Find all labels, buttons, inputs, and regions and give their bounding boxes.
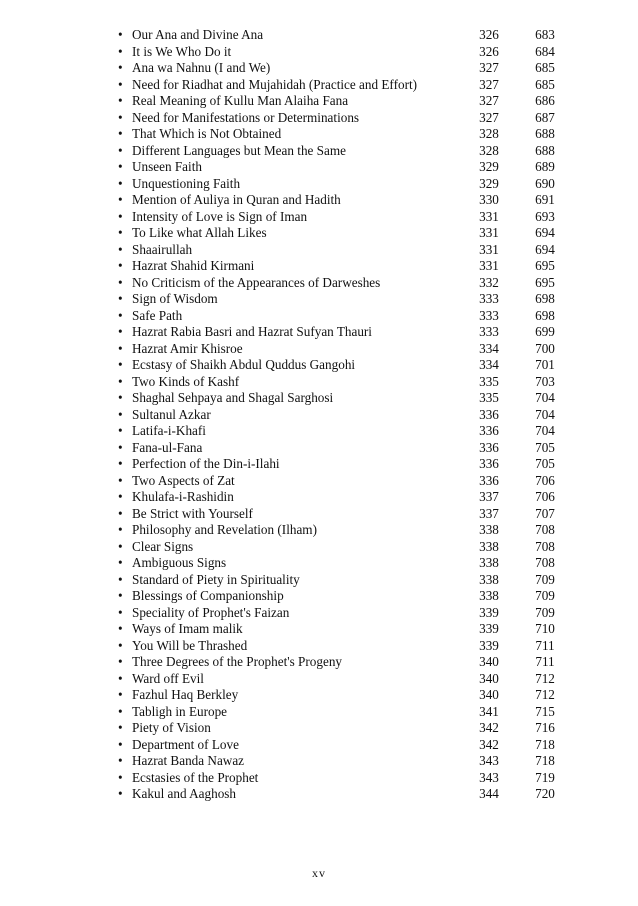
toc-entry-page-secondary: 704 <box>535 390 555 405</box>
toc-entry <box>118 473 568 490</box>
toc-entry-page-primary: 337 <box>479 489 499 504</box>
toc-entry-page-primary: 336 <box>479 472 499 488</box>
toc-entry-title: Ecstasy of Shaikh Abdul Quddus Gangohi <box>132 357 356 372</box>
toc-entry <box>118 192 568 209</box>
toc-entry-page-secondary: 706 <box>535 489 555 504</box>
toc-entry-title: Shaghal Sehpaya and Shagal Sarghosi <box>132 390 334 405</box>
bullet-icon: • <box>118 670 123 686</box>
toc-entry-page-primary: 336 <box>479 456 499 471</box>
toc-entry-page-secondary: 689 <box>535 159 555 174</box>
bullet-icon: • <box>118 753 123 768</box>
toc-entry-title: Piety of Vision <box>132 720 211 735</box>
toc-entry-page-primary: 338 <box>479 522 499 537</box>
toc-entry-page-primary: 332 <box>479 274 499 290</box>
toc-entry-page-secondary: 708 <box>535 555 555 570</box>
toc-entry-page-primary: 336 <box>479 423 499 438</box>
toc-entry <box>118 489 568 506</box>
toc-entry-page-primary: 330 <box>479 192 499 207</box>
toc-entry-title: Ana wa Nahnu (I and We) <box>132 60 271 75</box>
bullet-icon: • <box>118 769 123 785</box>
toc-entry-page-secondary: 684 <box>535 43 555 59</box>
toc-entry <box>118 341 568 358</box>
toc-entry-title: Sign of Wisdom <box>132 291 218 306</box>
toc-entry-page-primary: 338 <box>479 538 499 554</box>
toc-entry-title: Shaairullah <box>132 241 193 257</box>
toc-entry-page-secondary: 705 <box>535 456 555 471</box>
toc-entry <box>118 687 568 704</box>
toc-entry <box>118 786 568 803</box>
toc-entry-page-secondary: 700 <box>535 340 555 356</box>
toc-entry-page-secondary: 708 <box>535 538 555 554</box>
toc-entry-page-primary: 334 <box>479 357 499 372</box>
toc-entry <box>118 143 568 160</box>
toc-entry-page-primary: 340 <box>479 654 499 669</box>
bullet-icon: • <box>118 175 123 191</box>
toc-entry-page-primary: 333 <box>479 291 499 306</box>
toc-entry-page-primary: 328 <box>479 126 499 141</box>
toc-entry <box>118 555 568 572</box>
toc-entry-page-secondary: 699 <box>535 324 555 339</box>
toc-entry <box>118 621 568 638</box>
bullet-icon: • <box>118 786 123 801</box>
toc-entry-page-secondary: 707 <box>535 505 555 521</box>
toc-entry-page-secondary: 709 <box>535 604 555 620</box>
toc-entry-page-primary: 336 <box>479 406 499 422</box>
bullet-icon: • <box>118 142 123 158</box>
toc-entry-page-secondary: 720 <box>535 786 555 801</box>
toc-entry-page-secondary: 712 <box>535 670 555 686</box>
toc-entry-title: Mention of Auliya in Quran and Hadith <box>132 192 341 207</box>
toc-entry-page-secondary: 694 <box>535 225 555 240</box>
toc-entry-title: Latifa-i-Khafi <box>132 423 206 438</box>
toc-entry-title: Three Degrees of the Prophet's Progeny <box>132 654 343 669</box>
toc-entry <box>118 654 568 671</box>
toc-entry-page-primary: 335 <box>479 373 499 389</box>
bullet-icon: • <box>118 439 123 455</box>
toc-entry-page-secondary: 701 <box>535 357 555 372</box>
bullet-icon: • <box>118 654 123 669</box>
toc-entry-title: Real Meaning of Kullu Man Alaiha Fana <box>132 93 349 108</box>
bullet-icon: • <box>118 538 123 554</box>
toc-entry <box>118 638 568 655</box>
toc-entry-page-primary: 337 <box>479 505 499 521</box>
toc-entry-page-secondary: 688 <box>535 142 555 158</box>
toc-entry <box>118 671 568 688</box>
toc-entry-page-primary: 331 <box>479 258 499 273</box>
toc-entry-title: Safe Path <box>132 307 183 323</box>
bullet-icon: • <box>118 637 123 653</box>
toc-entry-page-secondary: 690 <box>535 175 555 191</box>
toc-entry <box>118 770 568 787</box>
toc-entry-page-primary: 329 <box>479 159 499 174</box>
toc-entry-page-primary: 329 <box>479 175 499 191</box>
bullet-icon: • <box>118 604 123 620</box>
toc-entry-title: Intensity of Love is Sign of Iman <box>132 208 308 224</box>
toc-entry-title: Tabligh in Europe <box>132 703 228 719</box>
bullet-icon: • <box>118 126 123 141</box>
toc-entry-page-secondary: 688 <box>535 126 555 141</box>
toc-entry-title: Hazrat Banda Nawaz <box>132 753 245 768</box>
toc-entry <box>118 44 568 61</box>
toc-entry-page-secondary: 685 <box>535 60 555 75</box>
toc-entry-page-secondary: 706 <box>535 472 555 488</box>
toc-entry-page-primary: 326 <box>479 43 499 59</box>
toc-entry <box>118 720 568 737</box>
toc-entry-title: Unquestioning Faith <box>132 175 241 191</box>
bullet-icon: • <box>118 357 123 372</box>
toc-entry <box>118 126 568 143</box>
toc-entry-title: Standard of Piety in Spirituality <box>132 571 300 587</box>
bullet-icon: • <box>118 522 123 537</box>
toc-entry-title: Department of Love <box>132 736 239 752</box>
toc-entry-page-primary: 342 <box>479 736 499 752</box>
bullet-icon: • <box>118 456 123 471</box>
toc-entry-page-secondary: 711 <box>535 637 555 653</box>
toc-entry-page-primary: 327 <box>479 76 499 92</box>
toc-entry <box>118 456 568 473</box>
toc-entry-page-primary: 326 <box>479 27 499 42</box>
toc-entry <box>118 588 568 605</box>
bullet-icon: • <box>118 423 123 438</box>
toc-entry-page-primary: 336 <box>479 439 499 455</box>
toc-entry <box>118 110 568 127</box>
toc-entry-title: Speciality of Prophet's Faizan <box>132 604 290 620</box>
toc-entry-page-secondary: 703 <box>535 373 555 389</box>
bullet-icon: • <box>118 571 123 587</box>
toc-entry-page-secondary: 686 <box>535 93 555 108</box>
bullet-icon: • <box>118 621 123 636</box>
bullet-icon: • <box>118 390 123 405</box>
toc-entry-title: Fazhul Haq Berkley <box>132 687 239 702</box>
toc-entry-page-secondary: 718 <box>535 753 555 768</box>
toc-entry-page-secondary: 712 <box>535 687 555 702</box>
toc-entry-page-secondary: 719 <box>535 769 555 785</box>
bullet-icon: • <box>118 43 123 59</box>
toc-entry <box>118 176 568 193</box>
toc-entry-page-primary: 328 <box>479 142 499 158</box>
toc-entry <box>118 704 568 721</box>
toc-entry-title: To Like what Allah Likes <box>132 225 267 240</box>
toc-entry <box>118 572 568 589</box>
bullet-icon: • <box>118 225 123 240</box>
toc-entry-title: Ambiguous Signs <box>132 555 227 570</box>
toc-entry-page-secondary: 683 <box>535 27 555 42</box>
bullet-icon: • <box>118 241 123 257</box>
toc-entry-page-primary: 338 <box>479 571 499 587</box>
toc-entry <box>118 308 568 325</box>
toc-entry-title: No Criticism of the Appearances of Darweshes <box>132 274 381 290</box>
toc-entry-title: Two Aspects of Zat <box>132 472 235 488</box>
bullet-icon: • <box>118 159 123 174</box>
toc-entry-page-primary: 342 <box>479 720 499 735</box>
toc-entry-page-secondary: 704 <box>535 423 555 438</box>
table-of-contents <box>118 27 568 803</box>
toc-entry-page-primary: 333 <box>479 307 499 323</box>
toc-entry <box>118 407 568 424</box>
toc-entry-page-primary: 333 <box>479 324 499 339</box>
bullet-icon: • <box>118 720 123 735</box>
toc-entry-title: Hazrat Shahid Kirmani <box>132 258 255 273</box>
bullet-icon: • <box>118 555 123 570</box>
toc-entry-page-primary: 334 <box>479 340 499 356</box>
bullet-icon: • <box>118 505 123 521</box>
toc-entry-page-primary: 339 <box>479 637 499 653</box>
toc-entry-page-secondary: 715 <box>535 703 555 719</box>
toc-entry-page-secondary: 716 <box>535 720 555 735</box>
toc-entry-page-secondary: 685 <box>535 76 555 92</box>
toc-entry-title: Khulafa-i-Rashidin <box>132 489 234 504</box>
bullet-icon: • <box>118 208 123 224</box>
bullet-icon: • <box>118 703 123 719</box>
toc-entry-page-secondary: 698 <box>535 291 555 306</box>
toc-entry-title: It is We Who Do it <box>132 43 232 59</box>
toc-entry <box>118 77 568 94</box>
toc-entry <box>118 209 568 226</box>
toc-entry-page-secondary: 708 <box>535 522 555 537</box>
toc-entry-page-secondary: 709 <box>535 588 555 603</box>
toc-entry <box>118 374 568 391</box>
bullet-icon: • <box>118 324 123 339</box>
toc-entry <box>118 258 568 275</box>
bullet-icon: • <box>118 736 123 752</box>
toc-entry-page-primary: 331 <box>479 208 499 224</box>
toc-entry-page-secondary: 687 <box>535 109 555 125</box>
toc-entry-page-secondary: 718 <box>535 736 555 752</box>
toc-entry-title: Two Kinds of Kashf <box>132 373 240 389</box>
toc-entry <box>118 324 568 341</box>
toc-entry-page-secondary: 698 <box>535 307 555 323</box>
toc-entry-page-primary: 339 <box>479 621 499 636</box>
bullet-icon: • <box>118 274 123 290</box>
bullet-icon: • <box>118 687 123 702</box>
toc-entry <box>118 390 568 407</box>
toc-entry-page-secondary: 709 <box>535 571 555 587</box>
toc-entry-page-primary: 343 <box>479 769 499 785</box>
toc-entry-title: Ward off Evil <box>132 670 204 686</box>
toc-entry-title: That Which is Not Obtained <box>132 126 282 141</box>
bullet-icon: • <box>118 93 123 108</box>
toc-entry-title: Different Languages but Mean the Same <box>132 142 346 158</box>
toc-entry-title: Philosophy and Revelation (Ilham) <box>132 522 317 537</box>
toc-entry <box>118 93 568 110</box>
toc-entry-page-secondary: 704 <box>535 406 555 422</box>
toc-entry <box>118 60 568 77</box>
toc-entry-title: Ways of Imam malik <box>132 621 243 636</box>
bullet-icon: • <box>118 109 123 125</box>
toc-entry-title: Unseen Faith <box>132 159 202 174</box>
toc-entry-page-secondary: 711 <box>535 654 555 669</box>
toc-entry <box>118 357 568 374</box>
bullet-icon: • <box>118 192 123 207</box>
toc-entry-title: Need for Riadhat and Mujahidah (Practice and Effort) <box>132 76 418 92</box>
toc-entry-page-primary: 327 <box>479 109 499 125</box>
toc-entry <box>118 275 568 292</box>
bullet-icon: • <box>118 406 123 422</box>
toc-entry-page-secondary: 691 <box>535 192 555 207</box>
toc-entry-page-primary: 341 <box>479 703 499 719</box>
toc-entry-title: Need for Manifestations or Determinations <box>132 109 360 125</box>
toc-entry-page-secondary: 693 <box>535 208 555 224</box>
toc-entry-page-primary: 331 <box>479 225 499 240</box>
toc-entry-page-primary: 338 <box>479 588 499 603</box>
toc-entry-page-primary: 331 <box>479 241 499 257</box>
bullet-icon: • <box>118 76 123 92</box>
toc-entry-page-primary: 338 <box>479 555 499 570</box>
toc-entry-page-primary: 344 <box>479 786 499 801</box>
toc-entry-page-secondary: 710 <box>535 621 555 636</box>
toc-entry <box>118 737 568 754</box>
toc-entry-page-secondary: 705 <box>535 439 555 455</box>
toc-entry-title: Be Strict with Yourself <box>132 505 253 521</box>
toc-entry-title: Hazrat Rabia Basri and Hazrat Sufyan Thauri <box>132 324 372 339</box>
bullet-icon: • <box>118 588 123 603</box>
toc-entry-page-primary: 327 <box>479 60 499 75</box>
toc-entry-title: Kakul and Aaghosh <box>132 786 237 801</box>
toc-entry-title: Clear Signs <box>132 538 194 554</box>
toc-entry-title: Perfection of the Din-i-Ilahi <box>132 456 280 471</box>
toc-entry-title: Sultanul Azkar <box>132 406 211 422</box>
toc-entry <box>118 440 568 457</box>
toc-entry-page-primary: 340 <box>479 687 499 702</box>
toc-entry-title: Hazrat Amir Khisroe <box>132 340 243 356</box>
toc-entry-page-primary: 327 <box>479 93 499 108</box>
toc-entry <box>118 506 568 523</box>
toc-entry <box>118 539 568 556</box>
toc-entry-title: Blessings of Companionship <box>132 588 284 603</box>
toc-entry <box>118 522 568 539</box>
bullet-icon: • <box>118 489 123 504</box>
toc-entry <box>118 605 568 622</box>
toc-entry-page-secondary: 694 <box>535 241 555 257</box>
bullet-icon: • <box>118 60 123 75</box>
toc-entry <box>118 27 568 44</box>
toc-entry <box>118 159 568 176</box>
toc-entry-title: Ecstasies of the Prophet <box>132 769 259 785</box>
bullet-icon: • <box>118 373 123 389</box>
bullet-icon: • <box>118 27 123 42</box>
toc-entry-page-primary: 339 <box>479 604 499 620</box>
toc-entry <box>118 291 568 308</box>
toc-entry-title: You Will be Thrashed <box>132 637 248 653</box>
toc-entry-page-secondary: 695 <box>535 274 555 290</box>
toc-entry <box>118 225 568 242</box>
toc-entry <box>118 423 568 440</box>
toc-entry-title: Our Ana and Divine Ana <box>132 27 264 42</box>
page-number: xv <box>312 866 326 880</box>
bullet-icon: • <box>118 472 123 488</box>
toc-entry-page-secondary: 695 <box>535 258 555 273</box>
toc-entry-page-primary: 340 <box>479 670 499 686</box>
toc-entry-title: Fana-ul-Fana <box>132 439 203 455</box>
toc-entry <box>118 753 568 770</box>
toc-entry-page-primary: 335 <box>479 390 499 405</box>
bullet-icon: • <box>118 258 123 273</box>
toc-entry-page-primary: 343 <box>479 753 499 768</box>
bullet-icon: • <box>118 291 123 306</box>
bullet-icon: • <box>118 340 123 356</box>
toc-entry <box>118 242 568 259</box>
bullet-icon: • <box>118 307 123 323</box>
